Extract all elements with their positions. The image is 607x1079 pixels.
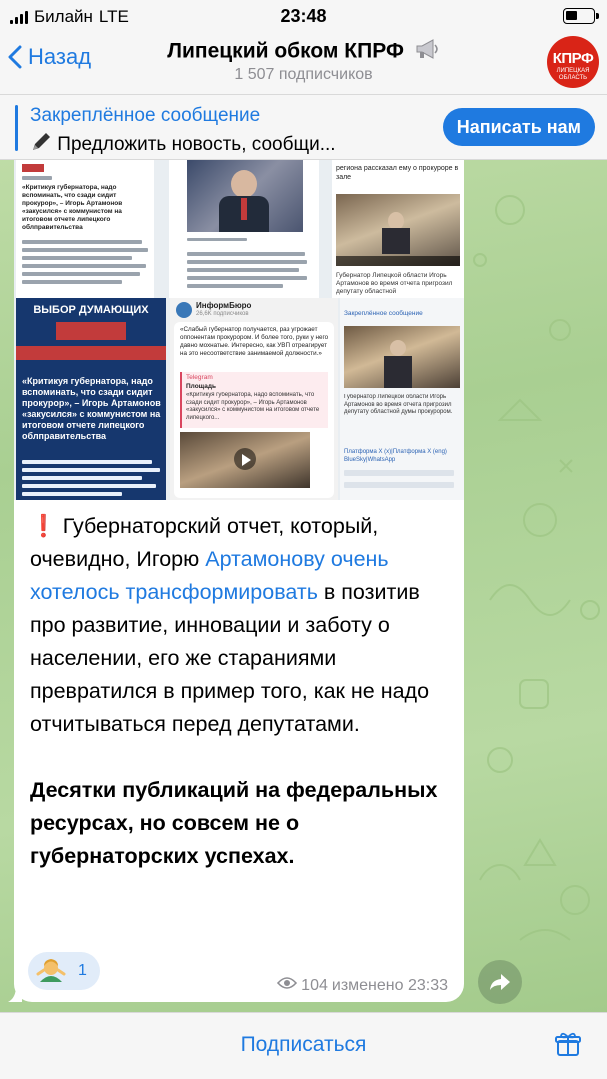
channel-avatar[interactable]	[547, 36, 599, 88]
channel-title: Липецкий обком КПРФ	[167, 39, 404, 63]
pen-icon	[30, 134, 57, 155]
site-heading: «Критикуя губернатора, надо вспоминать, что сзади сидит прокурор», – Игорь Артамонов «закусился» с коммунистом на итоговом отчете липецкого облправительства	[22, 376, 161, 441]
quote-source: Telegram	[186, 374, 213, 381]
carrier-label: Билайн	[34, 7, 93, 26]
reaction-count: 1	[78, 962, 87, 979]
avatar-logo-subtext: ЛИПЕЦКАЯ ОБЛАСТЬ	[556, 68, 590, 81]
pinned-indicator	[15, 105, 18, 151]
share-button[interactable]	[478, 960, 522, 1004]
battery-icon	[563, 8, 595, 24]
image-collage[interactable]	[14, 160, 464, 500]
article-heading: «Критикуя губернатора, надо вспоминать, что сзади сидит прокурор», – Игорь Артамонов «закусился» с коммунистом на итоговом отчете липецкого облправительства	[22, 184, 123, 231]
video-caption: Губернатор Липецкой области Игорь Артамонов во время отчета пригрозил депутату областной	[336, 272, 453, 295]
eye-icon	[277, 976, 297, 995]
collage-tile-pinned-video	[340, 298, 464, 500]
clock: 23:48	[280, 6, 327, 26]
pinned-text-row	[30, 131, 336, 156]
avatar-logo-text: КПРФ	[552, 50, 594, 67]
nav-bar	[0, 32, 607, 94]
tile-links: Платформа X (x)|Платформа X (eng) BlueSky|WhatsApp	[344, 449, 447, 463]
informburo-name: ИнформБюро	[196, 301, 252, 310]
channel-title-row[interactable]	[0, 38, 607, 66]
informburo-text: «Слабый губернатор получается, раз угрожает оппонентам прокурором. И более того, руки у него давно мохнатые. Интересно, как УВП отреагирует на это несоответствие занимаемой должности.»	[180, 326, 329, 357]
collage-tile-photo-article	[169, 160, 319, 298]
video-player[interactable]	[336, 194, 460, 266]
informburo-subs: 26,6K подписчиков	[196, 311, 249, 317]
quote-text: «Критикуя губернатора, надо вспоминать, что сзади сидит прокурор», – Игорь Артамонов «закусился» с коммунистом на итоговом отчете липецкого...	[186, 392, 320, 421]
collage-tile-telegram-post	[170, 298, 338, 500]
tile-pinned-header: Закреплённое сообщение	[344, 310, 423, 317]
reaction-chip[interactable]	[28, 952, 100, 990]
view-count: 104	[301, 976, 328, 994]
status-bar	[0, 0, 607, 32]
share-icon	[489, 972, 511, 992]
bubble-tail	[6, 986, 22, 1002]
megaphone-icon	[414, 38, 440, 66]
network-label: LTE	[98, 7, 129, 26]
pinned-text: Предложить новость, сообщи...	[57, 134, 336, 155]
collage-tile-site	[16, 298, 166, 500]
message-bubble	[14, 160, 464, 1002]
collage-tile-article	[16, 160, 154, 298]
bottom-bar	[0, 1012, 607, 1079]
message-bold: Десятки публикаций на федеральных ресурсах, но совсем не о губернаторских успехах.	[30, 778, 438, 868]
video-post-text: региона рассказал ему о прокуроре в зале	[336, 165, 459, 181]
tile-caption: Губернатор Липецкой области Игорь Артамонов во время отчета пригрозил депутату областной думы прокурором.	[344, 394, 453, 415]
message-line-2: в позитив про развитие, инновации и заботу о населении, его же стараниями превратился в пример того, как не надо отчитываться перед депутатами.	[30, 580, 430, 736]
subscribe-button[interactable]: Подписаться	[240, 1033, 367, 1056]
link-artamonov[interactable]: Артамонову	[205, 547, 325, 571]
write-us-button[interactable]: Написать нам	[443, 108, 595, 146]
message-line-1: Губернаторский отчет, который, очевидно, Игорю	[30, 514, 379, 571]
back-label: Назад	[28, 44, 92, 69]
pinned-title: Закреплённое сообщение	[30, 105, 261, 126]
quote-title: Площадь	[186, 383, 216, 390]
gift-icon[interactable]	[555, 1031, 581, 1062]
collage-tile-video-post	[332, 160, 464, 298]
tile-video[interactable]	[344, 326, 460, 388]
link-transform[interactable]: очень хотелось трансформировать	[30, 547, 389, 604]
shrug-emoji-icon	[36, 956, 66, 991]
subscriber-count: 1 507 подписчиков	[234, 66, 373, 83]
exclamation-icon: ❗	[30, 514, 57, 538]
informburo-video[interactable]	[180, 432, 310, 488]
message-text	[30, 510, 455, 873]
speaker-photo	[187, 160, 303, 232]
pinned-message-bar[interactable]	[0, 94, 607, 160]
message-meta	[277, 976, 448, 995]
edited-label: изменено 23:33	[331, 976, 448, 994]
site-banner: ВЫБОР ДУМАЮЩИХ	[33, 304, 149, 316]
